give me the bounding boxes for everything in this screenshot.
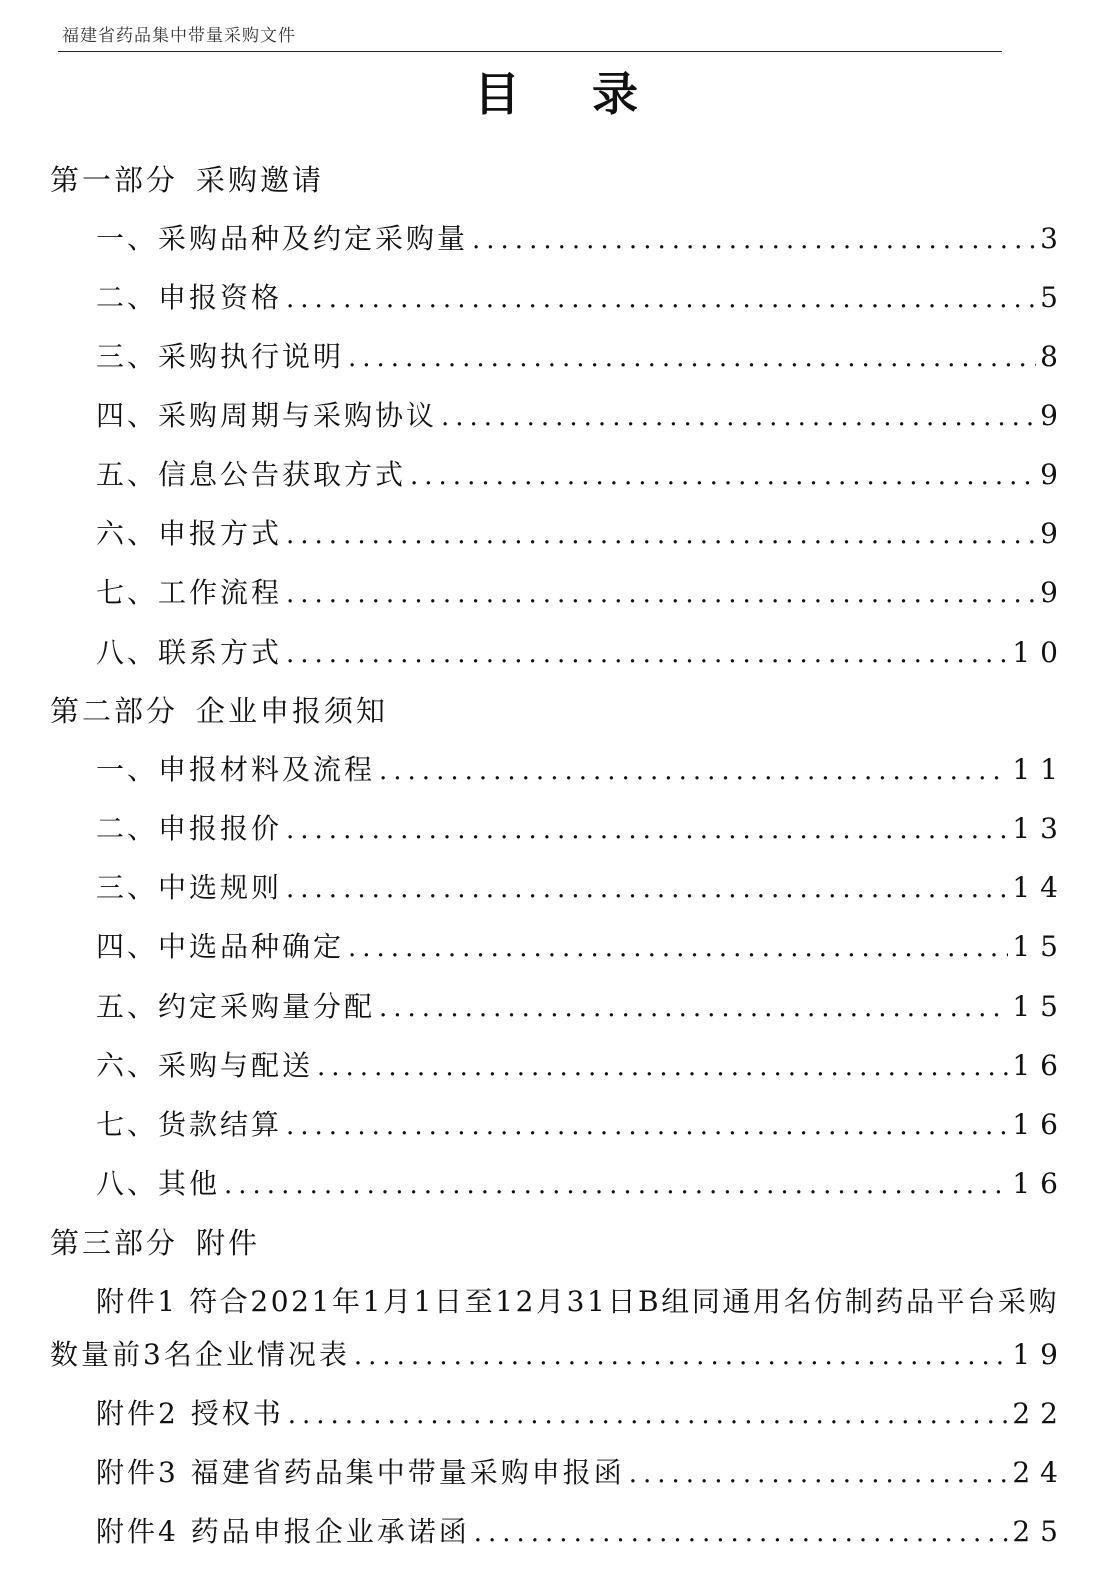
dot-leader xyxy=(286,874,1008,904)
toc-entry[interactable] xyxy=(96,1510,1068,1550)
entry-label: 七、货款结算 xyxy=(96,1108,283,1141)
part-number: 第一部分 xyxy=(50,163,179,197)
running-header: 福建省药品集中带量采购文件 xyxy=(62,26,296,46)
part-title: 采购邀请 xyxy=(196,163,325,197)
entry-label: 六、申报方式 xyxy=(96,517,283,550)
toc-entry[interactable] xyxy=(96,1392,1068,1432)
part-heading-3[interactable] xyxy=(50,1221,260,1262)
entry-page: 8 xyxy=(1040,340,1068,373)
entry-label: 数量前3名企业情况表 xyxy=(50,1338,350,1371)
entry-page: 11 xyxy=(1012,753,1068,786)
entry-label: 八、联系方式 xyxy=(96,636,283,669)
entry-label: 三、中选规则 xyxy=(96,871,283,904)
entry-page: 5 xyxy=(1040,281,1068,314)
entry-page: 9 xyxy=(1040,399,1068,432)
part-number: 第三部分 xyxy=(50,1226,179,1260)
entry-label: 一、采购品种及约定采购量 xyxy=(96,222,469,255)
toc-entry[interactable] xyxy=(96,217,1068,257)
entry-label: 四、中选品种确定 xyxy=(96,930,345,963)
toc-entry[interactable] xyxy=(96,276,1068,316)
dot-leader xyxy=(348,343,1036,373)
toc-entry[interactable] xyxy=(96,453,1068,493)
dot-leader xyxy=(288,1400,1009,1430)
toc-entry[interactable] xyxy=(96,1103,1068,1143)
dot-leader xyxy=(317,1052,1008,1082)
toc-entry[interactable] xyxy=(96,925,1068,965)
entry-label: 五、信息公告获取方式 xyxy=(96,458,407,491)
dot-leader xyxy=(441,402,1036,432)
entry-label: 三、采购执行说明 xyxy=(96,340,345,373)
toc-entry[interactable] xyxy=(96,748,1068,788)
toc-entry[interactable] xyxy=(96,1162,1068,1202)
toc-title: 目 录 xyxy=(473,67,666,121)
entry-label: 附件4 药品申报企业承诺函 xyxy=(96,1515,470,1548)
entry-page: 13 xyxy=(1012,812,1068,845)
entry-page: 9 xyxy=(1040,458,1068,491)
entry-label: 六、采购与配送 xyxy=(96,1049,314,1082)
toc-entry[interactable] xyxy=(96,1451,1068,1491)
toc-entry[interactable] xyxy=(96,631,1068,671)
header-rule xyxy=(58,51,1002,52)
toc-entry[interactable] xyxy=(96,985,1068,1025)
entry-label: 二、申报资格 xyxy=(96,281,283,314)
entry-page: 3 xyxy=(1040,222,1068,255)
dot-leader xyxy=(224,1170,1008,1200)
entry-page: 22 xyxy=(1012,1397,1068,1430)
entry-label: 附件3 福建省药品集中带量采购申报函 xyxy=(96,1456,625,1489)
entry-label: 一、申报材料及流程 xyxy=(96,753,376,786)
dot-leader xyxy=(379,756,1008,786)
entry-label: 四、采购周期与采购协议 xyxy=(96,399,438,432)
part-heading-2[interactable] xyxy=(50,689,388,730)
dot-leader xyxy=(379,993,1008,1023)
entry-page: 16 xyxy=(1012,1049,1068,1082)
entry-page: 24 xyxy=(1012,1456,1068,1489)
toc-entry[interactable] xyxy=(96,866,1068,906)
entry-page: 15 xyxy=(1012,930,1068,963)
entry-label: 二、申报报价 xyxy=(96,812,283,845)
entry-page: 10 xyxy=(1012,636,1068,669)
entry-page: 25 xyxy=(1012,1515,1068,1548)
entry-page: 19 xyxy=(1012,1338,1068,1371)
part-title: 附件 xyxy=(196,1226,261,1260)
dot-leader xyxy=(286,579,1036,609)
dot-leader xyxy=(354,1341,1009,1371)
entry-page: 16 xyxy=(1012,1108,1068,1141)
part-number: 第二部分 xyxy=(50,694,179,728)
toc-entry[interactable] xyxy=(96,807,1068,847)
dot-leader xyxy=(410,461,1036,491)
entry-label: 附件2 授权书 xyxy=(96,1397,284,1430)
dot-leader xyxy=(286,284,1036,314)
dot-leader xyxy=(286,1111,1008,1141)
entry-page: 15 xyxy=(1012,990,1068,1023)
toc-entry[interactable] xyxy=(96,335,1068,375)
dot-leader xyxy=(286,639,1008,669)
entry-page: 9 xyxy=(1040,576,1068,609)
toc-entry[interactable] xyxy=(96,1044,1068,1084)
toc-entry[interactable] xyxy=(96,512,1068,552)
dot-leader xyxy=(474,1518,1009,1548)
toc-entry[interactable] xyxy=(50,1333,1068,1373)
entry-page: 14 xyxy=(1012,871,1068,904)
toc-entry[interactable] xyxy=(96,394,1068,434)
entry-page: 9 xyxy=(1040,517,1068,550)
dot-leader xyxy=(629,1459,1009,1489)
part-heading-1[interactable] xyxy=(50,158,324,199)
entry-label: 八、其他 xyxy=(96,1167,221,1200)
dot-leader xyxy=(286,815,1008,845)
entry-label: 五、约定采购量分配 xyxy=(96,990,376,1023)
entry-page: 16 xyxy=(1012,1167,1068,1200)
dot-leader xyxy=(472,225,1036,255)
dot-leader xyxy=(348,933,1008,963)
dot-leader xyxy=(286,520,1036,550)
toc-entry[interactable] xyxy=(96,571,1068,611)
entry-label: 七、工作流程 xyxy=(96,576,283,609)
entry-label-line1[interactable]: 附件1 符合2021年1月1日至12月31日B组同通用名仿制药品平台采购 xyxy=(96,1285,1060,1318)
part-title: 企业申报须知 xyxy=(196,694,389,728)
